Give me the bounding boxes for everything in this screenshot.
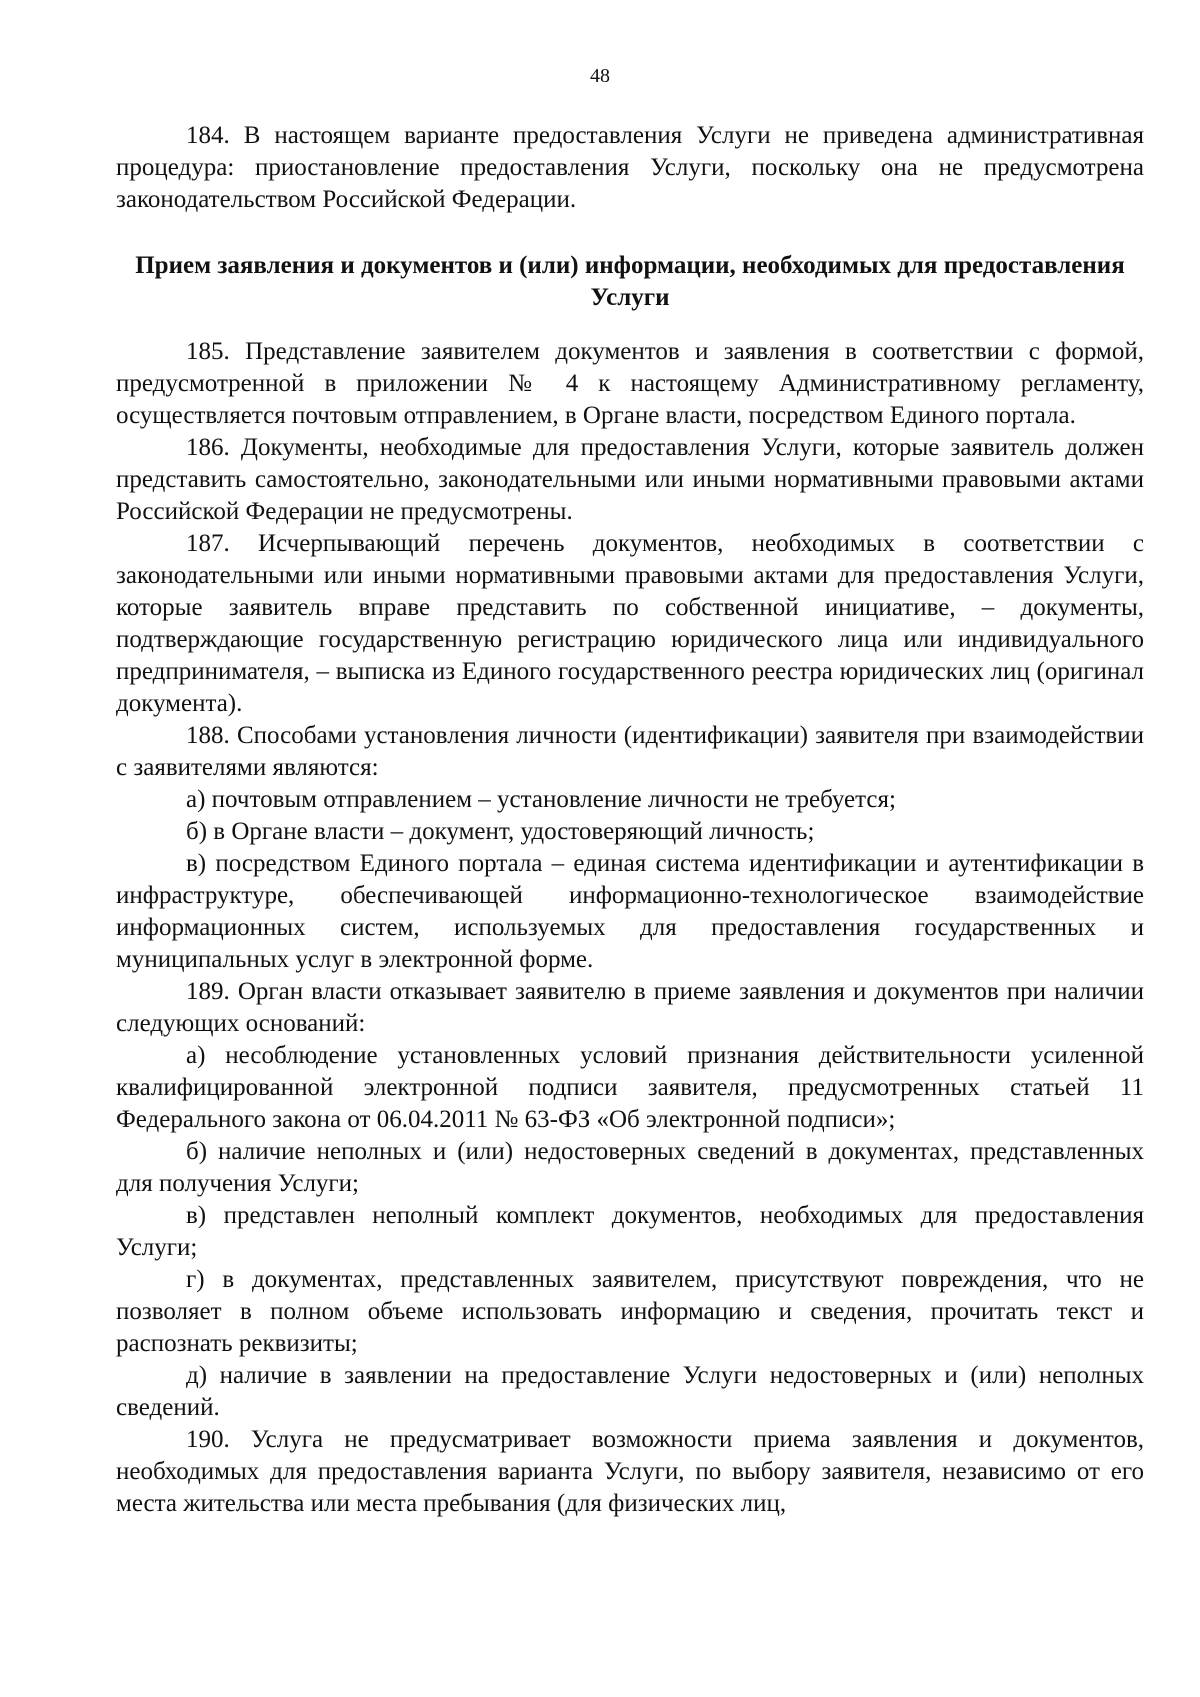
paragraph-187: 187. Исчерпывающий перечень документов, необходимых в соответствии с законодательными или иными нормативными правовыми актами для предоставления Услуги, которые заявитель вправе представить по собственной инициативе, – документы, подтверждающие государственную регистрацию юридического лица или индивидуального предпринимателя, – выписка из Единого государственного реестра юридических лиц (оригинал документа). xyxy=(116,530,1144,717)
paragraph-188-item-c: в) посредством Единого портала – единая система идентификации и аутентификации в инфраструктуре, обеспечивающей информационно-технологическое взаимодействие информационных систем, используемых для предоставления государственных и муниципальных услуг в электронной форме. xyxy=(116,850,1144,973)
paragraph-186: 186. Документы, необходимые для предоставления Услуги, которые заявитель должен представить самостоятельно, законодательными или иными нормативными правовыми актами Российской Федерации не предусмотрены. xyxy=(116,434,1144,525)
page-number: 48 xyxy=(590,65,610,87)
section-heading: Прием заявления и документов и (или) информации, необходимых для предоставления Услуги xyxy=(135,252,1125,311)
paragraph-189-item-a: а) несоблюдение установленных условий признания действительности усиленной квалифицированной электронной подписи заявителя, предусмотренных статьей 11 Федерального закона от 06.04.2011 № 63-ФЗ «Об электронной подписи»; xyxy=(116,1042,1144,1133)
document-body xyxy=(116,120,1144,1520)
paragraph-189: 189. Орган власти отказывает заявителю в приеме заявления и документов при наличии следующих оснований: xyxy=(116,978,1144,1037)
paragraph-189-item-b: б) наличие неполных и (или) недостоверных сведений в документах, представленных для получения Услуги; xyxy=(116,1138,1144,1197)
paragraph-189-item-c: в) представлен неполный комплект документов, необходимых для предоставления Услуги; xyxy=(116,1202,1144,1261)
paragraph-188-item-a: а) почтовым отправлением – установление личности не требуется; xyxy=(186,786,896,813)
paragraph-188-item-b: б) в Органе власти – документ, удостоверяющий личность; xyxy=(186,818,815,845)
paragraph-189-item-d: г) в документах, представленных заявителем, присутствуют повреждения, что не позволяет в полном объеме использовать информацию и сведения, прочитать текст и распознать реквизиты; xyxy=(116,1266,1144,1357)
paragraph-185: 185. Представление заявителем документов и заявления в соответствии с формой, предусмотренной в приложении № 4 к настоящему Административному регламенту, осуществляется почтовым отправлением, в Органе власти, посредством Единого портала. xyxy=(116,338,1144,429)
paragraph-190: 190. Услуга не предусматривает возможности приема заявления и документов, необходимых для предоставления варианта Услуги, по выбору заявителя, независимо от его места жительства или места пребывания (для физических лиц, xyxy=(116,1426,1144,1517)
paragraph-189-item-e: д) наличие в заявлении на предоставление Услуги недостоверных и (или) неполных сведений. xyxy=(116,1362,1144,1421)
paragraph-188: 188. Способами установления личности (идентификации) заявителя при взаимодействии с заявителями являются: xyxy=(116,722,1144,781)
paragraph-184: 184. В настоящем варианте предоставления Услуги не приведена административная процедура: приостановление предоставления Услуги, поскольку она не предусмотрена законодательством Российской Федерации. xyxy=(116,122,1144,213)
